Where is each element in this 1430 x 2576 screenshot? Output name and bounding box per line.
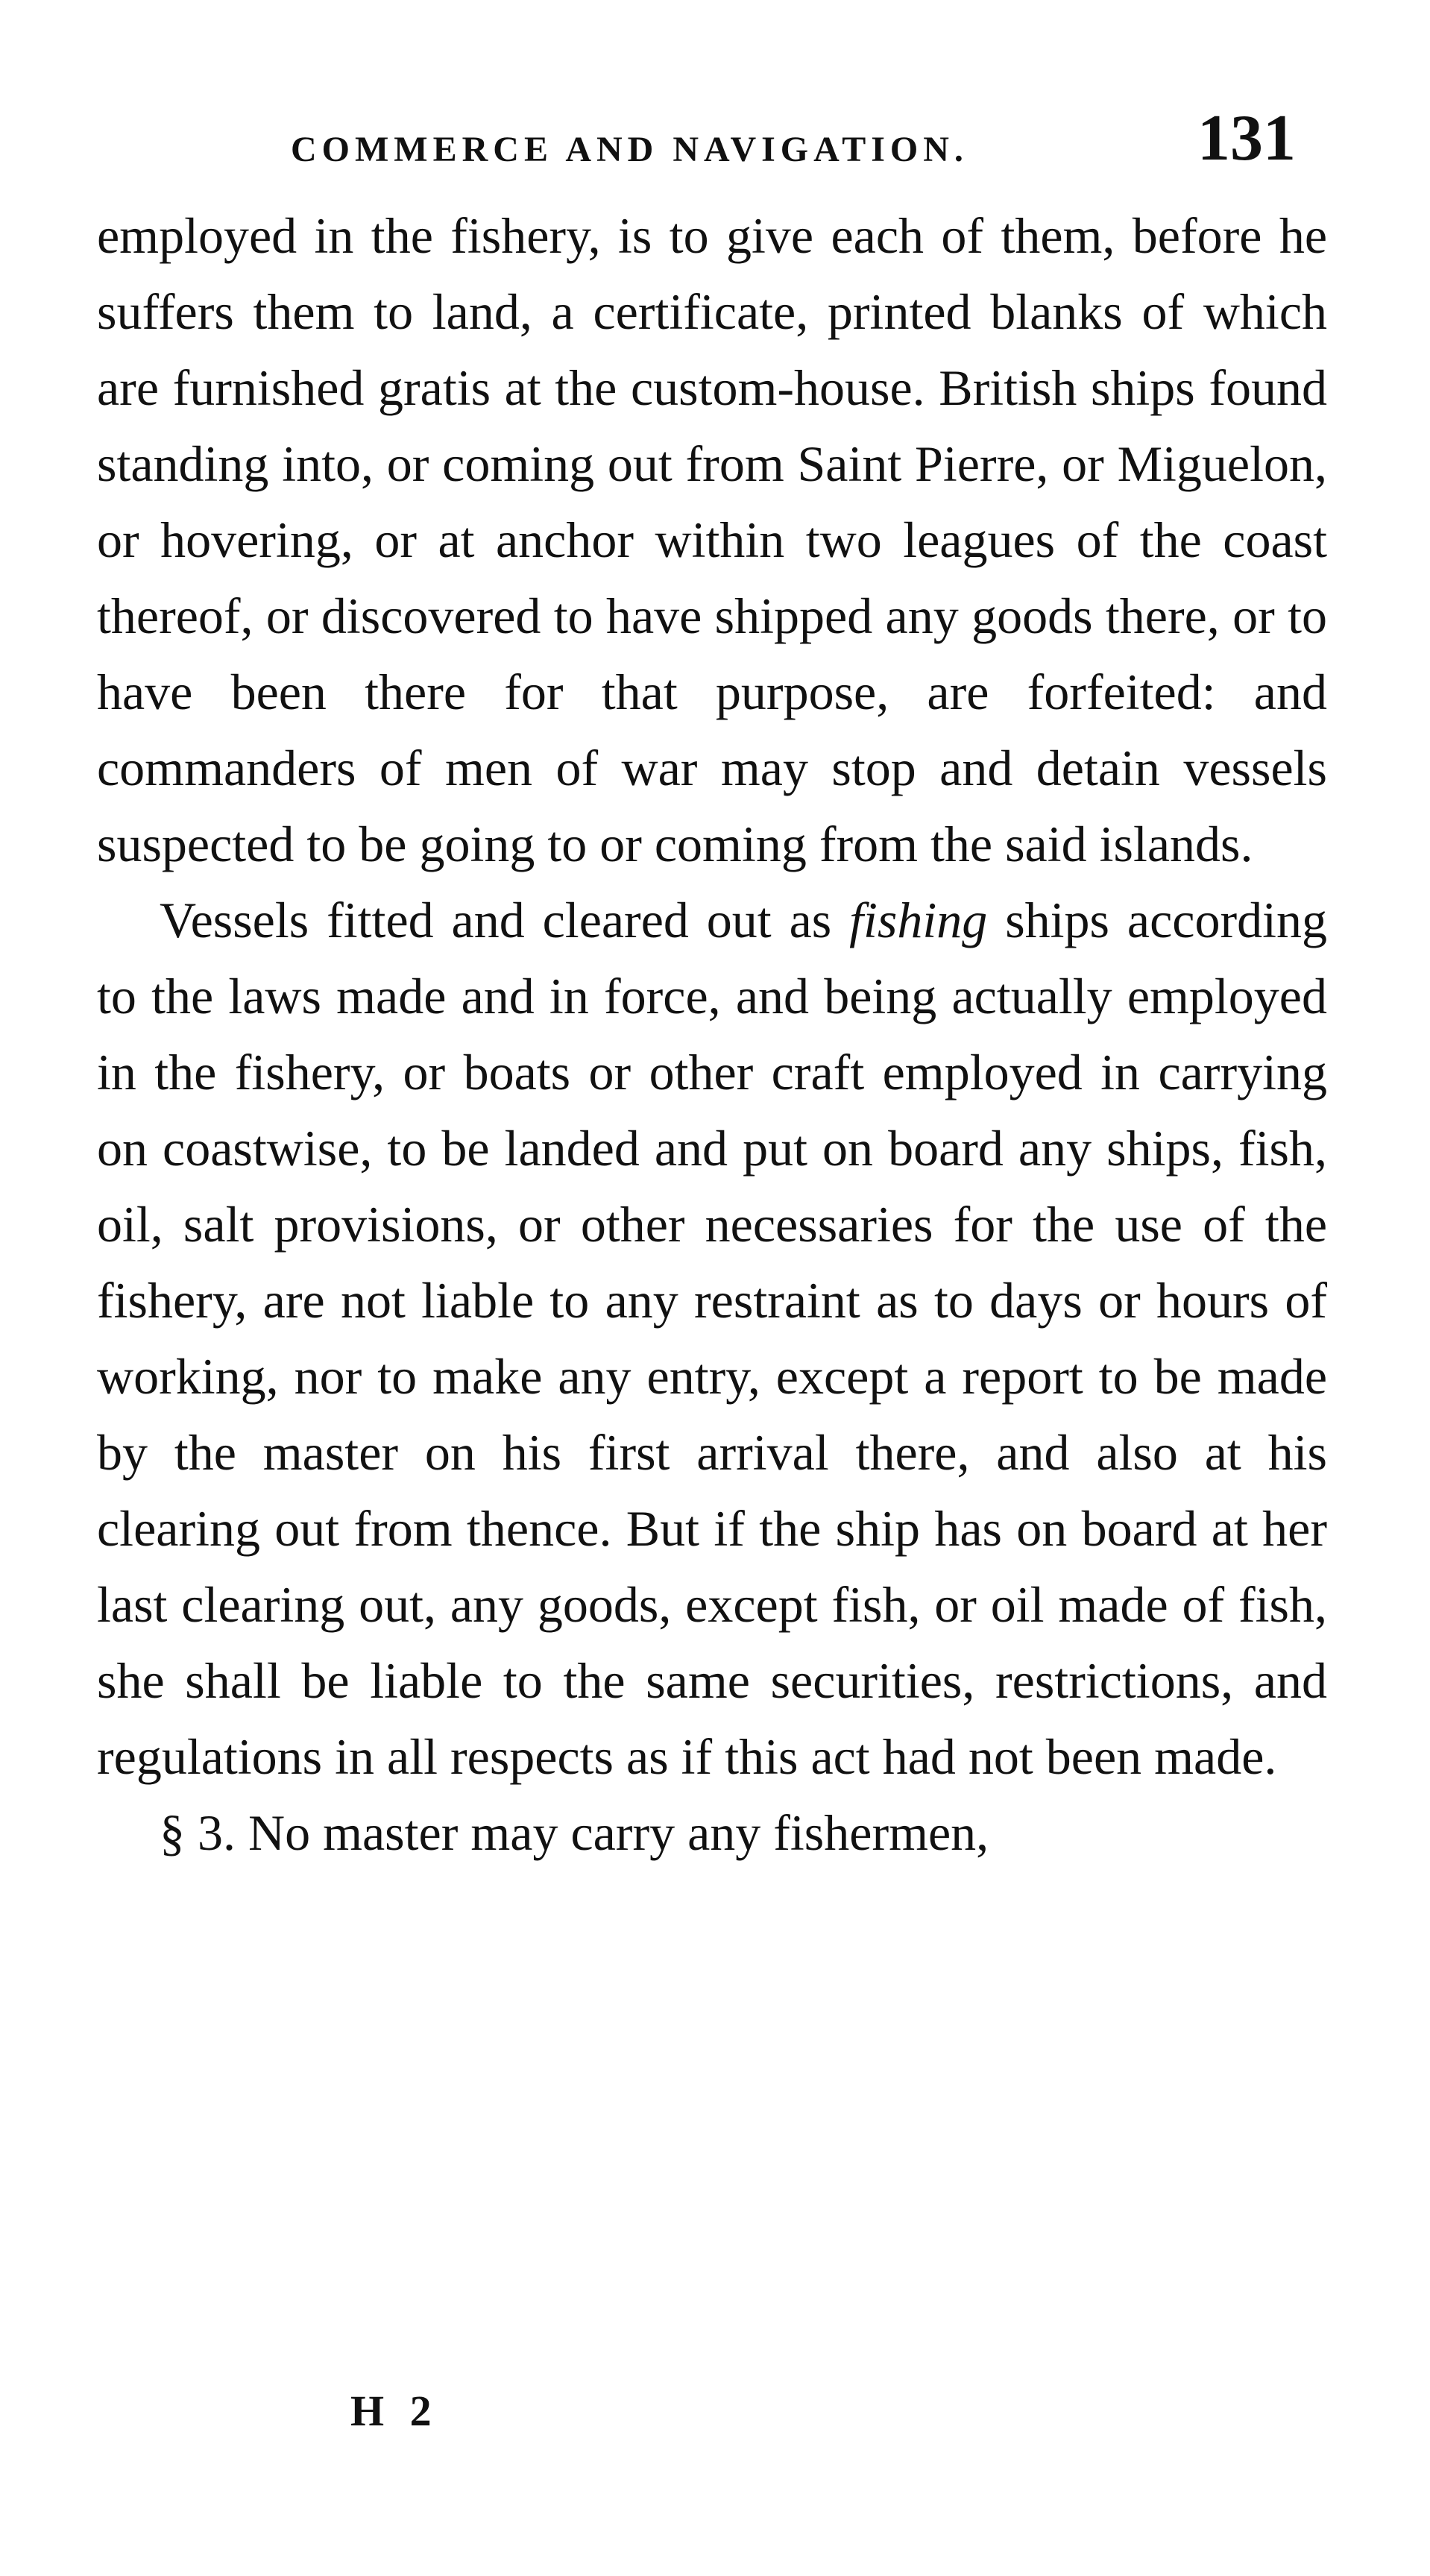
body-text bbox=[97, 198, 1327, 1871]
page-number: 131 bbox=[1197, 102, 1296, 174]
paragraph-text-before: Vessels fitted and cleared out as bbox=[160, 892, 850, 948]
signature-mark: H 2 bbox=[350, 2387, 439, 2435]
italic-emphasis: fishing bbox=[849, 892, 988, 948]
running-title: COMMERCE AND NAVIGATION. bbox=[291, 130, 968, 169]
paragraph-text-after: ships according to the laws made and in force, and being actually employed in the fishery, or boats or other craft employed in carrying on coastwise, to be landed and put on board any ships, fish, oil, salt provisions, or other necessaries for the use of the fishery, are not liable to any restraint as to days or hours of working, nor to make any entry, except a report to be made by the master on his first arrival there, and also at his clearing out from thence. But if the ship has on board at her last clearing out, any goods, except fish, or oil made of fish, she shall be liable to the same securities, restrictions, and regulations in all respects as if this act had not been made. bbox=[97, 892, 1327, 1785]
paragraph-fishing-ships bbox=[97, 882, 1327, 1795]
paragraph-section-3: § 3. No master may carry any fishermen, bbox=[160, 1804, 989, 1861]
paragraph-continued: employed in the fishery, is to give each of them, before he suffers them to land, a certificate, printed blanks of which are furnished gratis at the custom-house. British ships found standing into, or coming out from Saint Pierre, or Miguelon, or hovering, or at anchor within two leagues of the coast thereof, or discovered to have shipped any goods there, or to have been there for that purpose, are forfeited: and commanders of men of war may stop and detain vessels suspected to be going to or coming from the said islands. bbox=[97, 207, 1327, 872]
running-head bbox=[0, 101, 1430, 183]
